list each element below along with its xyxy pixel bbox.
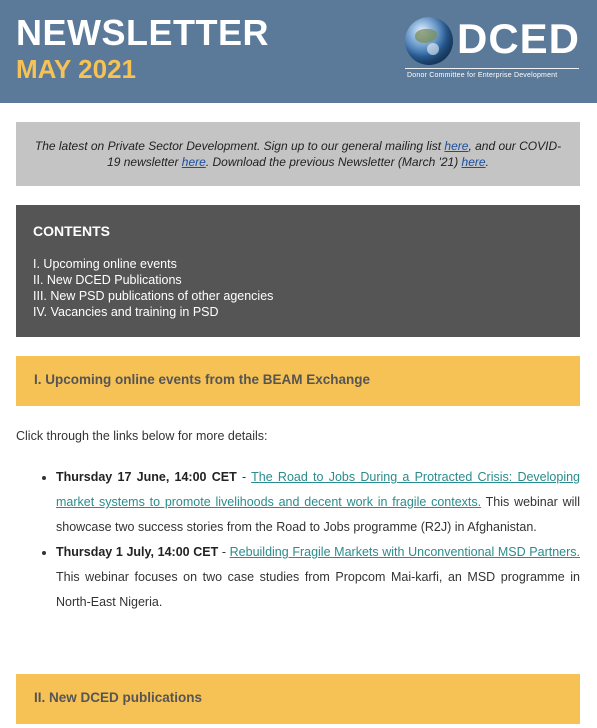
section-heading-publications: [16, 674, 580, 724]
event-description: This webinar focuses on two case studies from Propcom Mai-karfi, an MSD programme in North-East Nigeria.: [56, 570, 580, 609]
event-link[interactable]: Rebuilding Fragile Markets with Unconventional MSD Partners.: [229, 545, 580, 559]
event-separator: -: [236, 470, 252, 484]
section-lead-text: Click through the links below for more details:: [16, 429, 268, 443]
dced-logo[interactable]: [405, 16, 579, 86]
contents-item[interactable]: I. Upcoming online events: [33, 257, 177, 271]
section-title: II. New DCED publications: [34, 690, 203, 705]
intro-text: [16, 138, 580, 170]
logo-divider: [405, 68, 579, 69]
intro-text-part: .: [485, 155, 489, 169]
intro-text-part: , and our COVID-19 newsletter: [107, 139, 562, 169]
covid-newsletter-link[interactable]: here: [181, 155, 206, 169]
intro-text-part: The latest on Private Sector Development. Sign up to our general mailing list: [34, 139, 445, 153]
event-item: [56, 540, 580, 615]
intro-banner: [16, 122, 580, 186]
event-description: This webinar will showcase two success stories from the Road to Jobs programme (R2J) in Afghanistan.: [56, 495, 580, 534]
event-datetime: Thursday 17 June, 14:00 CET: [56, 470, 237, 484]
section-title: I. Upcoming online events from the BEAM Exchange: [34, 372, 371, 387]
previous-newsletter-link[interactable]: here: [461, 155, 486, 169]
newsletter-issue-date: MAY 2021: [16, 54, 136, 84]
contents-item[interactable]: III. New PSD publications of other agencies: [33, 289, 274, 303]
mailing-list-link[interactable]: here: [444, 139, 469, 153]
event-item: [56, 465, 580, 540]
contents-box: [16, 205, 580, 337]
newsletter-header: [0, 0, 597, 103]
event-datetime: Thursday 1 July, 14:00 CET: [56, 545, 219, 559]
logo-subtitle: Donor Committee for Enterprise Development: [407, 72, 558, 79]
events-list: [16, 465, 580, 615]
event-link[interactable]: The Road to Jobs During a Protracted Crisis: Developing market systems to promote livelihoods and decent work in fragile contexts.: [56, 470, 580, 509]
contents-list: [33, 256, 273, 320]
event-separator: -: [218, 545, 230, 559]
section-heading-events: [16, 356, 580, 406]
intro-text-part: . Download the previous Newsletter (March '21): [205, 155, 462, 169]
newsletter-title: NEWSLETTER: [16, 12, 269, 53]
contents-item[interactable]: II. New DCED Publications: [33, 273, 182, 287]
logo-wordmark: DCED: [457, 15, 581, 62]
contents-item[interactable]: IV. Vacancies and training in PSD: [33, 305, 219, 319]
globe-icon: [405, 17, 453, 65]
contents-heading: CONTENTS: [33, 223, 110, 239]
